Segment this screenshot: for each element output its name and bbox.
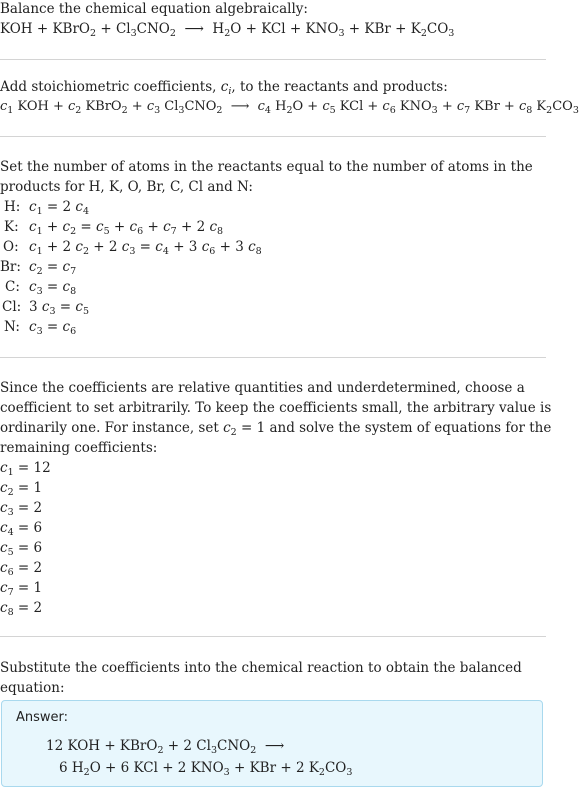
solution-c2: $c_2 = 1$ <box>0 480 43 498</box>
step3-intro-line2: products for H, K, O, Br, C, Cl and N: <box>0 179 253 195</box>
step4-line4: remaining coefficients: <box>0 440 158 456</box>
unbalanced-reaction: KOH + KBrO$_2$ + $Cl_3CNO_2$ ⟶ $H_2O$ + KCl + $KNO_3$ + KBr + $K_2CO_3$ <box>0 21 455 39</box>
solution-c8: $c_8 = 2$ <box>0 600 43 618</box>
solution-c7: $c_7 = 1$ <box>0 580 43 598</box>
step4-line1: Since the coefficients are relative quantities and underdetermined, choose a <box>0 380 525 396</box>
solution-c1: $c_1 = 12$ <box>0 460 51 478</box>
reaction-with-coefficients: $c_1$ KOH + $c_2$ KBrO$_2$ + $c_3$ $Cl_3CNO_2$ ⟶ $c_4$ $H_2O + c_5$ KCl + $c_6$ $KNO_3 + c_7$ KBr + $c_8$ $K_2CO_3$ <box>0 99 579 116</box>
step4-line3: ordinarily one. For instance, set $c_2 = 1$ and solve the system of equations for the <box>0 420 552 438</box>
divider <box>0 59 546 60</box>
intro-text: Balance the chemical equation algebraically: <box>0 1 308 17</box>
divider <box>0 357 546 358</box>
solution-c3: $c_3 = 2$ <box>0 500 43 518</box>
solution-c5: $c_5 = 6$ <box>0 540 43 558</box>
answer-box <box>1 700 543 787</box>
step5-line1: Substitute the coefficients into the chemical reaction to obtain the balanced <box>0 660 522 676</box>
divider <box>0 636 546 637</box>
answer-line2: 6 $H_2O + 6$ KCl + 2 $KNO_3$ + KBr + 2 $K_2CO_3$ <box>59 760 353 778</box>
answer-label: Answer: <box>16 710 69 725</box>
answer-line1: 12 KOH + KBrO$_2$ + 2 $Cl_3CNO_2$ ⟶ <box>46 738 285 756</box>
solution-c4: $c_4 = 6$ <box>0 520 43 538</box>
step5-line2: equation: <box>0 680 65 696</box>
divider <box>0 136 546 137</box>
step3-intro-line1: Set the number of atoms in the reactants equal to the number of atoms in the <box>0 159 533 175</box>
step4-line2: coefficient to set arbitrarily. To keep the coefficients small, the arbitrary value is <box>0 400 552 416</box>
step2-intro: Add stoichiometric coefficients, $c_i$, to the reactants and products: <box>0 79 448 97</box>
solution-c6: $c_6 = 2$ <box>0 560 43 578</box>
